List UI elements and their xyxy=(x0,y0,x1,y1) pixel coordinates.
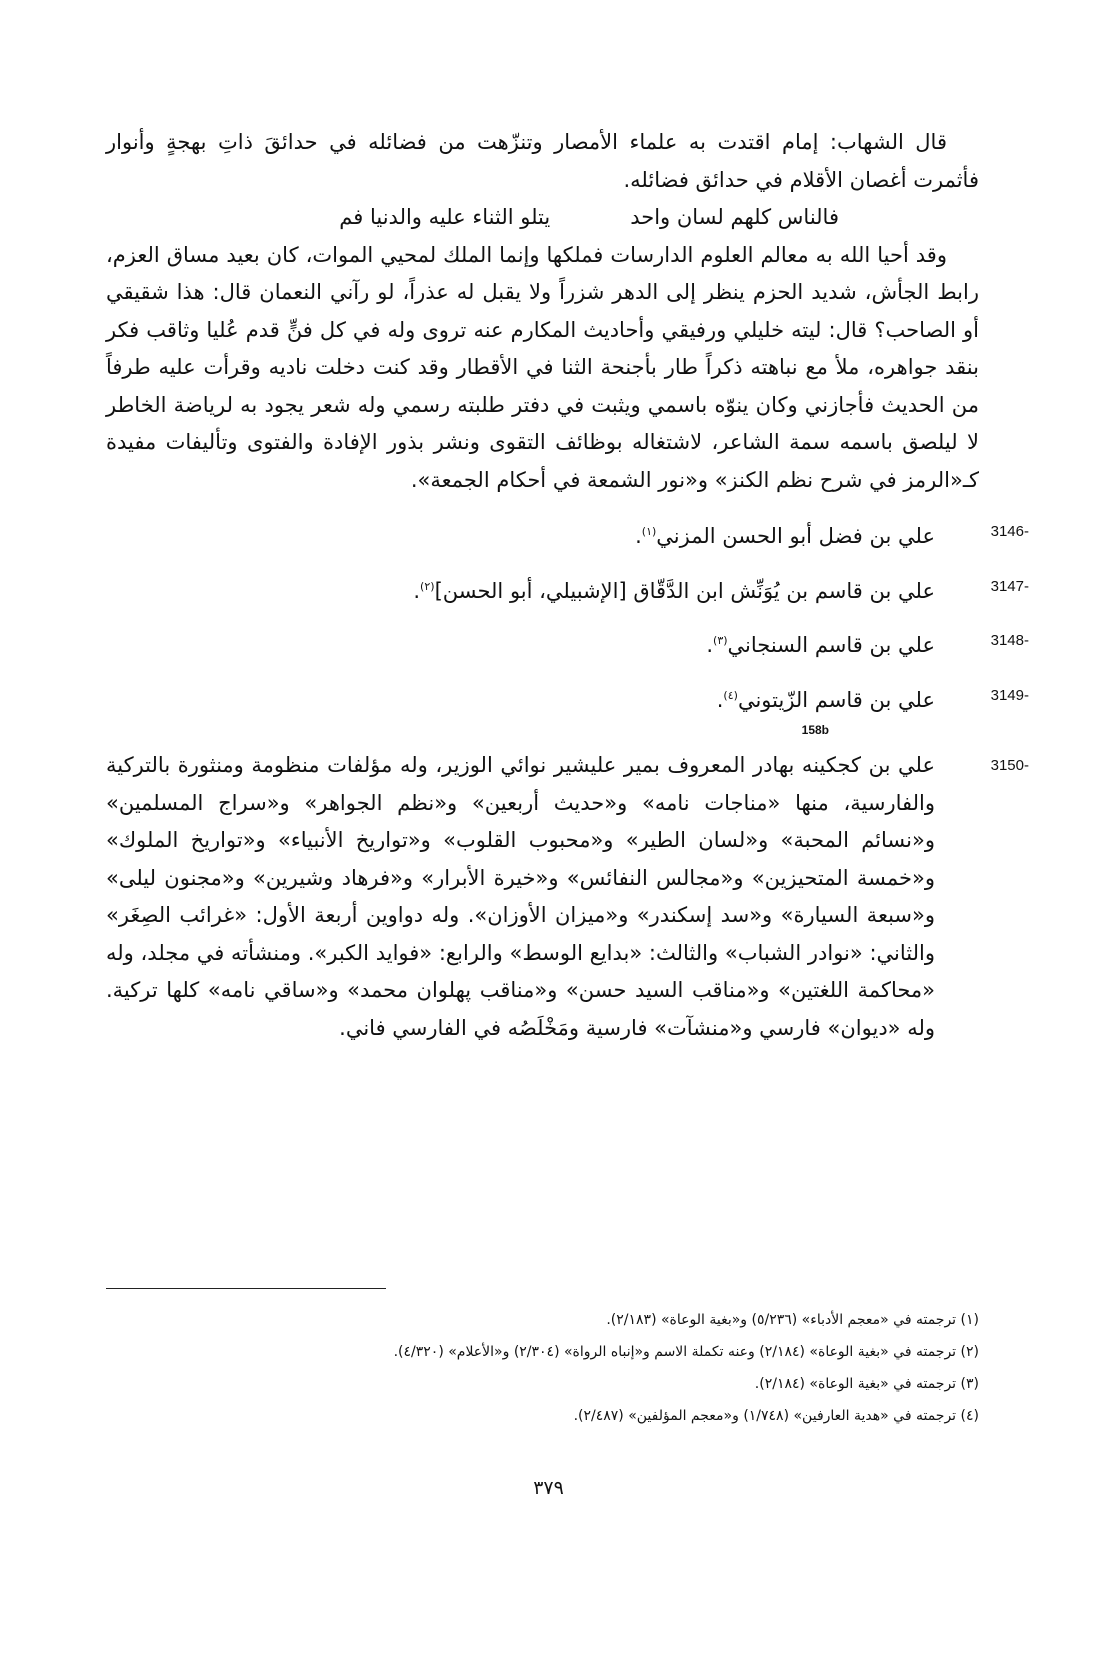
footnote-ref: (٣) xyxy=(713,634,728,647)
folio-marker: 158b xyxy=(801,723,829,737)
entry-text: علي بن قاسم الزّيتوني xyxy=(737,687,935,712)
entry-number: 3150- xyxy=(990,757,1029,774)
footnote-ref: (١) xyxy=(641,525,657,538)
footnote-3: (٣) ترجمته في «بغية الوعاة» (٢/١٨٤). xyxy=(754,1376,979,1392)
verse-second-hemistich: يتلو الثناء عليه والدنيا فم xyxy=(339,205,551,229)
intro-paragraph-2: وقد أحيا الله به معالم العلوم الدارسات فملكها وإنما الملك لمحيي الموات، كان بعيد مساق العزم، رابط الجأش، شديد الحزم ينظر إلى الدهر شزراً ولا يقبل له عذراً، لو رآني النعمان قال: هذا شقيقي أو الصاحب؟ قال: ليته خليلي ورفيقي وأحاديث المكارم عنه تروى وله في كل فنٍّ قدم عُليا وثاقب فكر بنقد جواهره، ملأ مع نباهته ذكراً طار بأجنحة الثنا في الأقطار وقد كنت دخلت ناديه وقرأت عليه طرفاً من الحديث فأجازني وكان ينوّه باسمي ويثبت في دفتر طلبته رسمي وله شعر يجود به لرياضة الخاطر لا ليلصق باسمه سمة الشاعر، لاشتغاله بوظائف التقوى ونشر بذور الإفادة والفتوى وتأليفات مفيدة كـ«الرمز في شرح نظم الكنز» و«نور الشمعة في أحكام الجمعة». xyxy=(106,242,979,492)
entry-text: علي بن قاسم بن يُوَنِّش ابن الدَّقّاق [الإشبيلي، أبو الحسن] xyxy=(434,578,935,603)
footnotes-section xyxy=(106,1288,979,1432)
footnote-4: (٤) ترجمته في «هدية العارفين» (١/٧٤٨) و«معجم المؤلفين» (٢/٤٨٧). xyxy=(573,1408,979,1424)
entry-text: علي بن قاسم السنجاني xyxy=(727,633,935,657)
entry-number: 3148- xyxy=(990,632,1029,649)
entry-number: 3146- xyxy=(990,523,1029,540)
entry-3148 xyxy=(106,622,1029,665)
footnote-ref: (٢) xyxy=(420,579,435,593)
footnote-1: (١) ترجمته في «معجم الأدباء» (٥/٢٣٦) و«بغية الوعاة» (٢/١٨٣). xyxy=(606,1312,979,1328)
entry-3147 xyxy=(106,568,1029,611)
entry-number: 3149- xyxy=(990,686,1029,704)
footnote-divider-row xyxy=(106,1288,979,1304)
entry-end: . xyxy=(413,578,421,603)
entry-end: . xyxy=(635,524,642,548)
entry-3146 xyxy=(106,513,1029,556)
entry-text: علي بن فضل أبو الحسن المزني xyxy=(656,524,935,548)
entry-text: علي بن كجكينه بهادر المعروف بمير عليشير نوائي الوزير، وله مؤلفات منظومة ومنثورة بالتركية والفارسية، منها «مناجات نامه» و«حديث أربعين» و«نظم الجواهر» و«سراج المسلمين» و«نسائم المحبة» و«لسان الطير» و«محبوب القلوب» و«تواريخ الأنبياء» و«تواريخ الملوك» و«خمسة المتحيزين» و«مجالس النفائس» و«خيرة الأبرار» و«فرهاد وشيرين» و«مجنون ليلى» و«سبعة السيارة» و«سد إسكندر» و«ميزان الأوزان». وله دواوين أربعة الأول: «غرائب الصِغَر» والثاني: «نوادر الشباب» والثالث: «بدايع الوسط» والرابع: «فوايد الكبر». ومنشأته في مجلد، وله «محاكمة اللغتين» و«مناقب السيد حسن» و«مناقب پهلوان محمد» و«ساقي نامه» كلها تركية. وله «ديوان» فارسي و«منشآت» فارسية ومَخْلَصُه في الفارسي فاني. xyxy=(106,753,935,1040)
verse-first-hemistich: فالناس كلهم لسان واحد xyxy=(630,205,839,229)
verse-gap xyxy=(550,199,630,237)
entry-3149 xyxy=(106,677,1029,720)
entry-3150 xyxy=(106,747,1029,1047)
entry-end: . xyxy=(716,687,724,712)
entry-number: 3147- xyxy=(990,577,1029,595)
main-text-column xyxy=(106,124,1029,1047)
folio-marker-row xyxy=(106,723,979,741)
footnote-ref: (٤) xyxy=(723,688,738,702)
intro-paragraph-1: قال الشهاب: إمام اقتدت به علماء الأمصار وتنزّهت من فضائله في حدائقَ ذاتِ بهجةٍ وأنوار فأثمرت أغصان الأقلام في حدائق فضائله. xyxy=(106,130,979,192)
poetry-verse xyxy=(106,199,979,237)
page-number: ٣٧٩ xyxy=(533,1477,564,1499)
entry-end: . xyxy=(706,633,714,657)
footnote-2: (٢) ترجمته في «بغية الوعاة» (٢/١٨٤) وعنه تكملة الاسم و«إنباه الرواة» (٢/٣٠٤) و«الأعلام» (٤/٣٢٠). xyxy=(393,1344,979,1360)
footnote-divider xyxy=(106,1288,386,1289)
